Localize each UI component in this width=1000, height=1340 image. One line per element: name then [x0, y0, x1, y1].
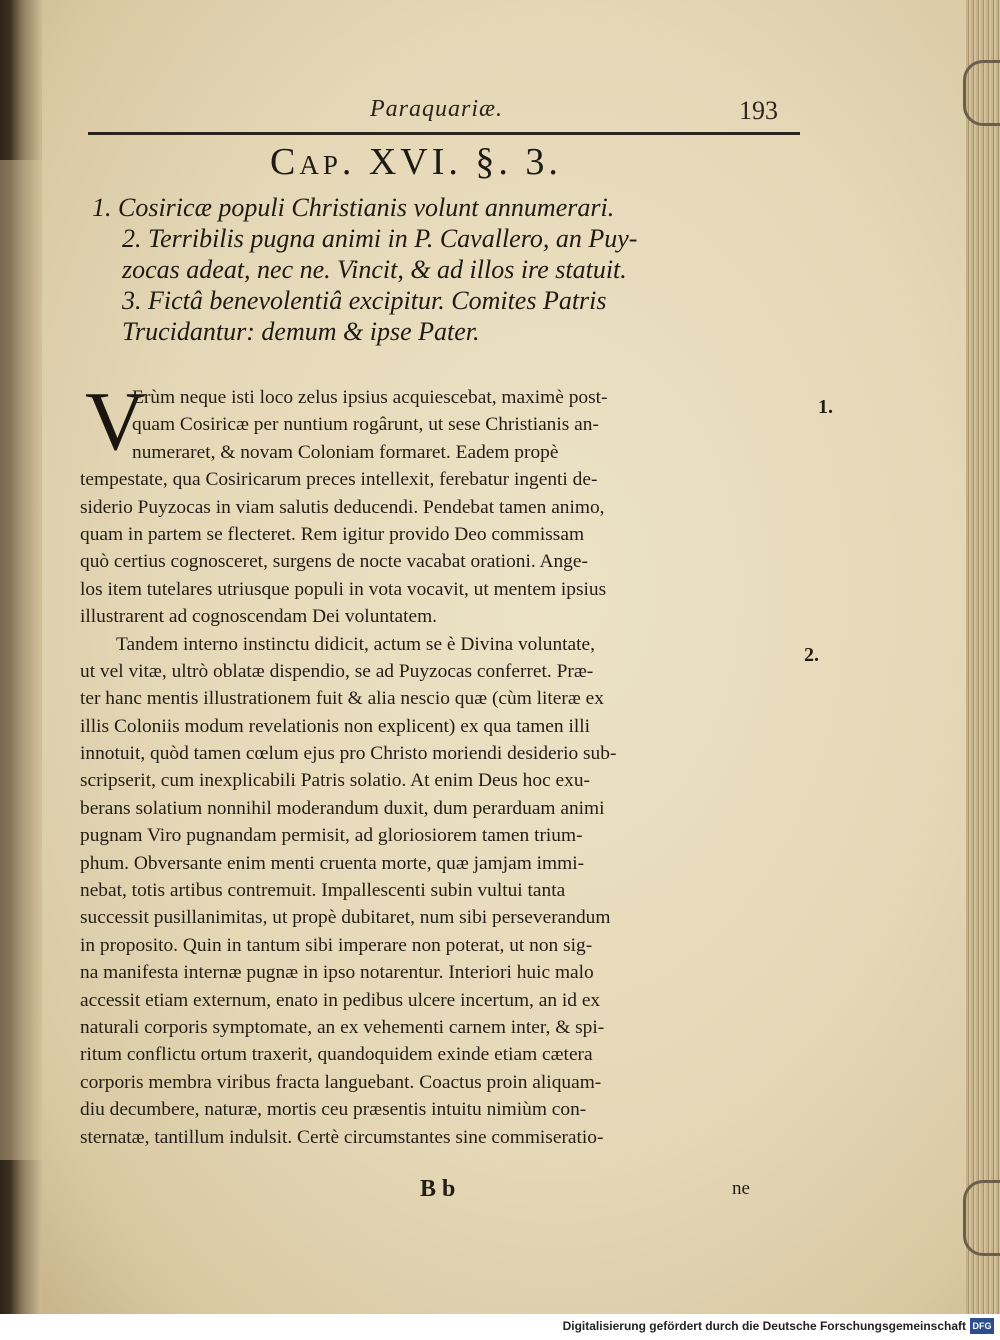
text-line: na manifesta internæ pugnæ in ipso notarentur. Interiori huic malo: [80, 962, 594, 984]
text-line: corporis membra viribus fracta languebant. Coactus proin aliquam-: [80, 1071, 602, 1093]
text-line: successit pusillanimitas, ut propè dubitaret, num sibi perseverandum: [80, 907, 611, 929]
text-line: quam in partem se flecteret. Rem igitur provido Deo commissam: [80, 523, 585, 545]
text-line: illis Coloniis modum revelationis non explicent) ex qua tamen illi: [80, 715, 590, 737]
page-stack-edge: [966, 0, 1000, 1314]
clasp-top: [963, 60, 1000, 126]
dfg-logo-icon: DFG: [970, 1318, 994, 1334]
margin-number-1: 1.: [818, 396, 833, 418]
catchword: ne: [732, 1178, 750, 1199]
signature-mark: B b: [420, 1176, 456, 1202]
margin-number-2: 2.: [804, 644, 819, 666]
running-title: Paraquariæ.: [370, 96, 504, 122]
text-line: nebat, totis artibus contremuit. Impallescenti subin vultui tanta: [80, 880, 566, 902]
left-page-edge: [0, 160, 48, 1160]
text-line: Tandem interno instinctu didicit, actum se è Divina voluntate,: [116, 633, 595, 655]
text-line: numeraret, & novam Coloniam formaret. Eadem propè: [132, 441, 559, 463]
text-line: phum. Obversante enim menti cruenta morte, quæ jamjam immi-: [80, 852, 585, 874]
clasp-bottom: [963, 1180, 1000, 1256]
funding-credit: Digitalisierung gefördert durch die Deutsche Forschungsgemeinschaft: [562, 1319, 966, 1333]
summary-line: 2. Terribilis pugna animi in P. Cavallero, an Puy-: [122, 224, 638, 253]
text-line: Erùm neque isti loco zelus ipsius acquiescebat, maximè post-: [132, 387, 608, 408]
summary-line: 1. Cosiricæ populi Christianis volunt annumerari.: [92, 193, 615, 222]
text-line: innotuit, quòd tamen cœlum ejus pro Christo moriendi desiderio sub-: [80, 743, 617, 765]
text-line: ter hanc mentis illustrationem fuit & alia nescio quæ (cùm literæ ex: [80, 688, 604, 710]
footer-bar: [0, 1314, 1000, 1340]
text-line: quam Cosiricæ per nuntium rogârunt, ut sese Christianis an-: [132, 414, 599, 436]
text-line: in proposito. Quin in tantum sibi imperare non poterat, ut non sig-: [80, 934, 593, 956]
text-line: berans solatium nonnihil moderandum duxit, dum perarduam animi: [80, 797, 605, 819]
body-text: [80, 384, 798, 1151]
page-number: 193: [739, 96, 778, 125]
text-line: accessit etiam externum, enato in pedibus ulcere incertum, an id ex: [80, 989, 601, 1011]
text-line: siderio Puyzocas in viam salutis deducendi. Pendebat tamen animo,: [80, 496, 605, 518]
summary-line: zocas adeat, nec ne. Vincit, & ad illos ire statuit.: [122, 255, 627, 284]
text-line: tempestate, qua Cosiricarum preces intellexit, ferebatur ingenti de-: [80, 469, 598, 491]
text-line: diu decumbere, naturæ, mortis ceu præsentis intuitu nimiùm con-: [80, 1099, 587, 1121]
text-line: ritum conflictu ortum traxerit, quandoquidem exinde etiam cætera: [80, 1044, 593, 1066]
summary-line: 3. Fictâ benevolentiâ excipitur. Comites Patris: [122, 286, 607, 315]
text-line: pugnam Viro pugnandam permisit, ad gloriosiorem tamen trium-: [80, 825, 583, 847]
text-line: sternatæ, tantillum indulsit. Certè circumstantes sine commiseratio-: [80, 1126, 604, 1148]
text-line: scripserit, cum inexplicabili Patris solatio. At enim Deus hoc exu-: [80, 770, 590, 792]
text-line: quò certius cognosceret, surgens de nocte vacabat orationi. Ange-: [80, 551, 588, 573]
text-line: illustrarent ad cognoscendam Dei voluntatem.: [80, 606, 438, 628]
drop-cap: V: [85, 375, 146, 468]
chapter-heading: Cap. XVI. §. 3.: [270, 141, 562, 183]
text-line: los item tutelares utriusque populi in vota vocavit, ut mentem ipsius: [80, 578, 607, 600]
text-line: naturali corporis symptomate, an ex vehementi carnem inter, & spi-: [80, 1016, 605, 1038]
summary-line: Trucidantur: demum & ipse Pater.: [122, 317, 480, 346]
running-head: [88, 96, 800, 135]
chapter-summary: [92, 192, 812, 347]
text-line: ut vel vitæ, ultrò oblatæ dispendio, se ad Puyzocas conferret. Præ-: [80, 660, 594, 682]
